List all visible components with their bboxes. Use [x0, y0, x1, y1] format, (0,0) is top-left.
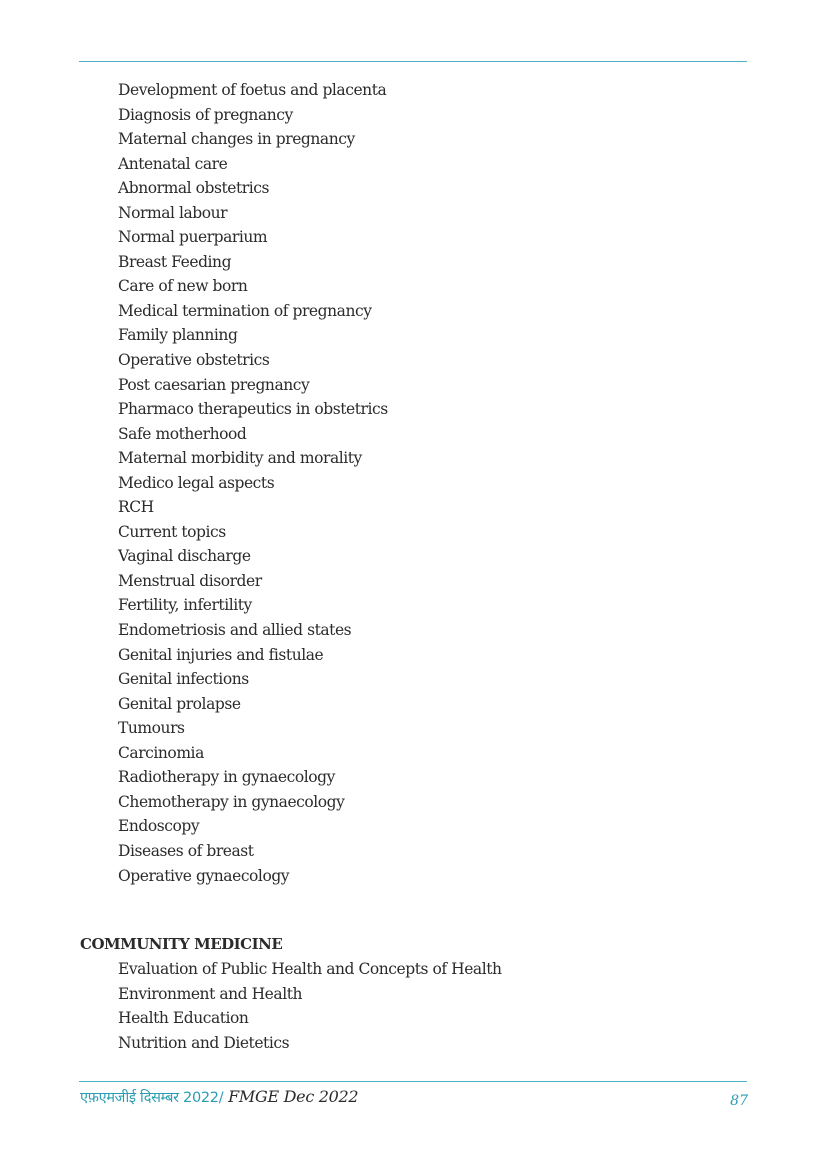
- list-item: Radiotherapy in gynaecology: [118, 768, 335, 787]
- list-item: Nutrition and Dietetics: [118, 1033, 290, 1052]
- list-item: Medico legal aspects: [118, 473, 275, 492]
- list-item: Endoscopy: [118, 817, 200, 836]
- list-item: Post caesarian pregnancy: [118, 375, 310, 394]
- list-item: Diseases of breast: [118, 841, 254, 860]
- list-item: Current topics: [118, 522, 226, 541]
- list-item: Pharmaco therapeutics in obstetrics: [118, 400, 388, 419]
- list-item: Care of new born: [118, 277, 248, 296]
- list-item: Genital injuries and fistulae: [118, 645, 324, 664]
- list-item: Genital infections: [118, 670, 249, 689]
- list-item: Maternal changes in pregnancy: [118, 130, 355, 149]
- list-item: RCH: [118, 498, 154, 517]
- list-item: Medical termination of pregnancy: [118, 301, 372, 320]
- list-item: Tumours: [118, 719, 185, 738]
- footer-title-english: FMGE Dec 2022: [223, 1087, 359, 1106]
- list-item: Development of foetus and placenta: [118, 81, 387, 99]
- list-item: Menstrual disorder: [118, 571, 262, 590]
- list-item: Breast Feeding: [118, 252, 232, 271]
- list-item: Family planning: [118, 326, 238, 345]
- list-item: Safe motherhood: [118, 424, 247, 443]
- footer-divider: [79, 1081, 747, 1082]
- community-medicine-topic-list: [118, 957, 502, 1055]
- list-item: Normal labour: [118, 203, 228, 222]
- list-item: Genital prolapse: [118, 694, 241, 713]
- obstetrics-topic-list: [118, 78, 388, 888]
- list-item: Evaluation of Public Health and Concepts of Health: [118, 960, 502, 978]
- list-item: Abnormal obstetrics: [118, 179, 269, 198]
- list-item: Antenatal care: [118, 154, 228, 173]
- list-item: Carcinomia: [118, 743, 204, 762]
- list-item: Operative gynaecology: [118, 866, 290, 885]
- header-divider: [79, 61, 747, 62]
- list-item: Endometriosis and allied states: [118, 621, 352, 640]
- footer-title-hindi: एफ़एमजीई दिसम्बर 2022/: [80, 1090, 224, 1106]
- list-item: Vaginal discharge: [118, 547, 251, 566]
- list-item: Health Education: [118, 1009, 249, 1028]
- list-item: Normal puerparium: [118, 228, 268, 247]
- footer-title: [80, 1085, 358, 1110]
- list-item: Operative obstetrics: [118, 351, 270, 370]
- list-item: Chemotherapy in gynaecology: [118, 792, 345, 811]
- section-heading-community-medicine: COMMUNITY MEDICINE: [80, 935, 283, 953]
- list-item: Maternal morbidity and morality: [118, 449, 362, 468]
- list-item: Environment and Health: [118, 984, 303, 1003]
- list-item: Fertility, infertility: [118, 596, 252, 615]
- list-item: Diagnosis of pregnancy: [118, 105, 293, 124]
- page-number: 87: [730, 1093, 748, 1109]
